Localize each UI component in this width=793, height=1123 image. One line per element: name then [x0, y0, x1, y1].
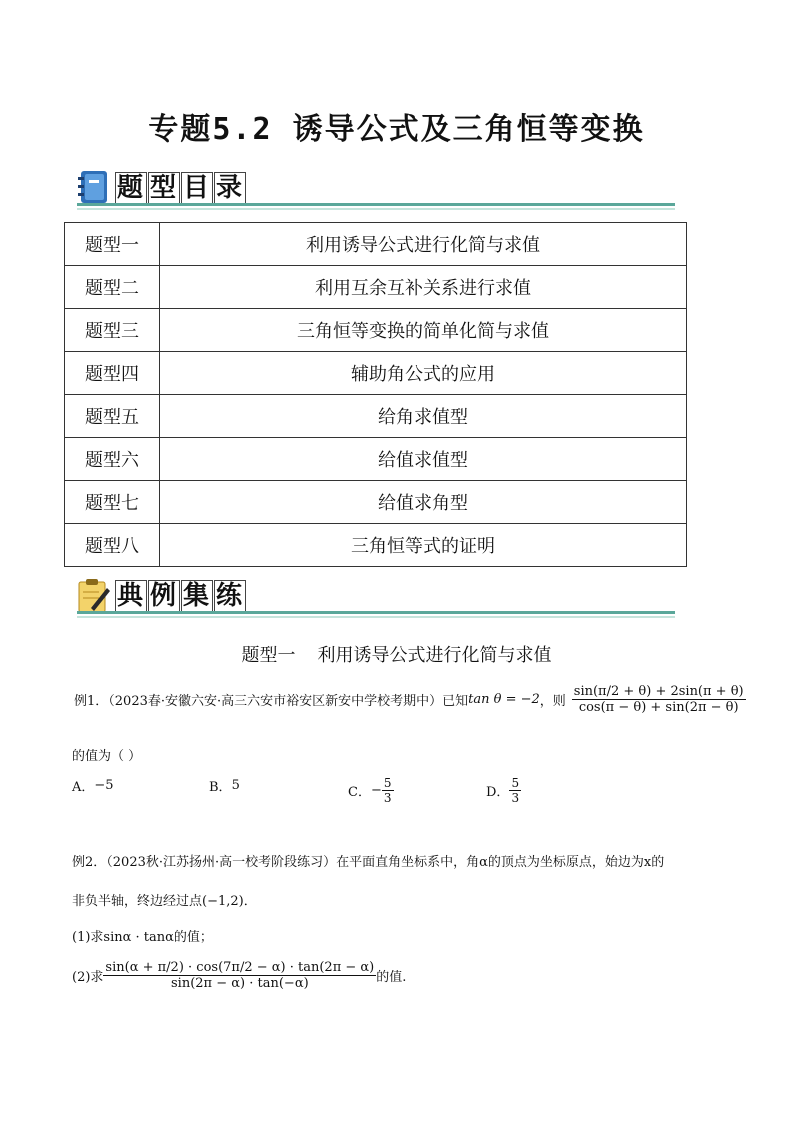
examples-heading-label: 典 例 集 练 [117, 581, 245, 611]
toc-table [64, 222, 687, 567]
toc-row [65, 266, 687, 309]
toc-value: 三角恒等式的证明 [160, 524, 687, 567]
toc-row [65, 223, 687, 266]
toc-key: 题型六 [65, 438, 160, 481]
examples-section-heading [77, 578, 675, 618]
toc-heading-label: 题 型 目 录 [117, 173, 245, 203]
toc-value: 利用互余互补关系进行求值 [160, 266, 687, 309]
notebook-icon [77, 170, 110, 205]
option-d[interactable]: D． $\frac{5}{3}$ [486, 776, 520, 805]
toc-value: 给值求角型 [160, 481, 687, 524]
example-2-q1: (1)求sinα · tanα的值； [72, 930, 213, 945]
toc-row [65, 438, 687, 481]
option-c[interactable]: C． − $\frac{5}{3}$ [348, 776, 392, 805]
toc-key: 题型五 [65, 395, 160, 438]
toc-key: 题型一 [65, 223, 160, 266]
page-title: 专题5.2 诱导公式及三角恒等变换 [148, 112, 645, 147]
toc-row [65, 524, 687, 567]
example-1-line2: 的值为（ ） [72, 749, 142, 764]
toc-value: 给角求值型 [160, 395, 687, 438]
toc-key: 题型七 [65, 481, 160, 524]
example-1-line1: 例1．（2023春·安徽六安·高三六安市裕安区新安中学校考期中）已知 tan θ = −2 ，则 $\frac{\sin(\pi/2 + \theta) + 2\sin(\pi + \theta)}{\cos(\pi - \theta) + \sin(2\pi - \theta)}$ [74, 684, 744, 715]
clipboard-pen-icon [77, 578, 110, 613]
toc-value: 利用诱导公式进行化简与求值 [160, 223, 687, 266]
example-2-line1: 例2．（2023秋·江苏扬州·高一校考阶段练习）在平面直角坐标系中，角α的顶点为坐标原点，始边为x的 [72, 855, 665, 870]
toc-row [65, 481, 687, 524]
toc-row [65, 395, 687, 438]
example-2-q2: (2)求 $\frac{\sin(\alpha + \pi/2) \cdot \cos(7\pi/2 - \alpha) \cdot \tan(2\pi - \alpha)}{\sin(2\pi - \alpha) \cdot \tan(-\alpha)}$ 的值. [72, 960, 407, 991]
example-1-expression: $\frac{\sin(\pi/2 + \theta) + 2\sin(\pi + \theta)}{\cos(\pi - \theta) + \sin(2\pi - \theta)}$ [573, 684, 744, 715]
toc-key: 题型八 [65, 524, 160, 567]
toc-row [65, 309, 687, 352]
toc-section-heading [77, 170, 675, 210]
toc-key: 题型三 [65, 309, 160, 352]
example-2-line2: 非负半轴，终边经过点(−1,2)． [72, 894, 257, 909]
toc-value: 辅助角公式的应用 [160, 352, 687, 395]
option-a[interactable]: A． −5 [72, 778, 114, 795]
toc-key: 题型二 [65, 266, 160, 309]
section-title: 题型一 利用诱导公式进行化简与求值 [241, 645, 552, 666]
toc-value: 三角恒等变换的简单化简与求值 [160, 309, 687, 352]
option-b[interactable]: B． 5 [209, 778, 240, 795]
example-2-expression: $\frac{\sin(\alpha + \pi/2) \cdot \cos(7\pi/2 - \alpha) \cdot \tan(2\pi - \alpha)}{\sin(2\pi - \alpha) \cdot \tan(-\alpha)}$ [105, 960, 375, 991]
toc-value: 给值求值型 [160, 438, 687, 481]
toc-row [65, 352, 687, 395]
toc-key: 题型四 [65, 352, 160, 395]
